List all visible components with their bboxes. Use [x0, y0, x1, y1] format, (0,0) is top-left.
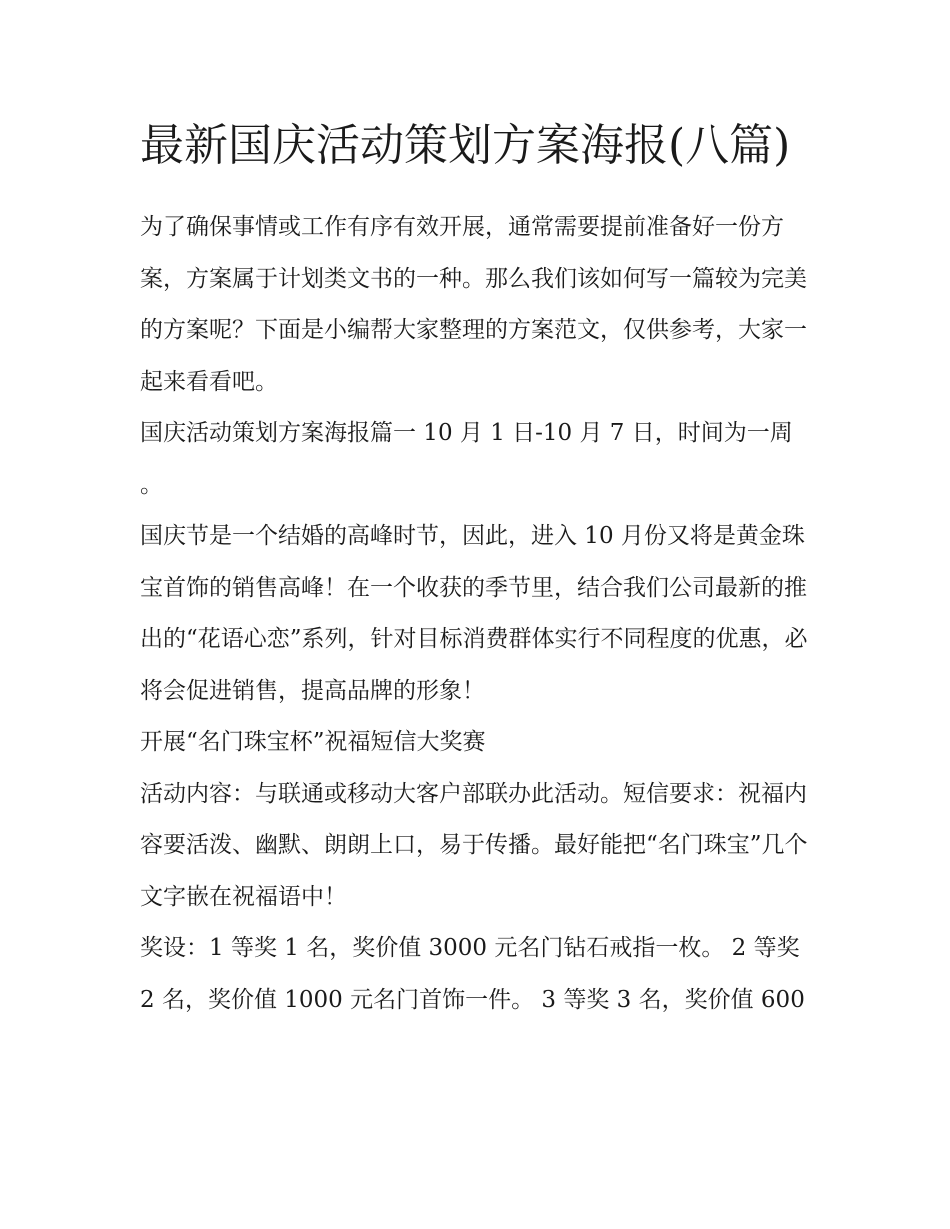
paragraph-prizes: 奖设：1 等奖 1 名，奖价值 3000 元名门钻石戒指一枚。 2 等奖 2 名，奖价值 1000 元名门首饰一件。 3 等奖 3 名，奖价值 600	[140, 935, 805, 1013]
paragraph-contest-heading: 开展“名门珠宝杯”祝福短信大奖赛	[140, 729, 486, 755]
paragraph-background: 国庆节是一个结婚的高峰时节，因此，进入 10 月份又将是黄金珠宝首饰的销售高峰！在一个收获的季节里，结合我们公司最新的推出的“花语心恋”系列，针对目标消费群体实行不同程度的优惠，必将会促进销售，提高品牌的形象！	[140, 523, 808, 704]
paragraph-activity-content: 活动内容：与联通或移动大客户部联办此活动。短信要求：祝福内容要活泼、幽默、朗朗上口，易于传播。最好能把“名门珠宝”几个文字嵌在祝福语中！	[140, 780, 808, 910]
paragraph-intro: 为了确保事情或工作有序有效开展，通常需要提前准备好一份方案，方案属于计划类文书的一种。那么我们该如何写一篇较为完美的方案呢？下面是小编帮大家整理的方案范文，仅供参考，大家一起来看看吧。	[140, 214, 807, 395]
document-body	[140, 112, 816, 1026]
paragraph-section-one-date: 国庆活动策划方案海报篇一 10 月 1 日-10 月 7 日，时间为一周 。	[140, 420, 793, 498]
document-title: 最新国庆活动策划方案海报(八篇)	[140, 120, 791, 171]
